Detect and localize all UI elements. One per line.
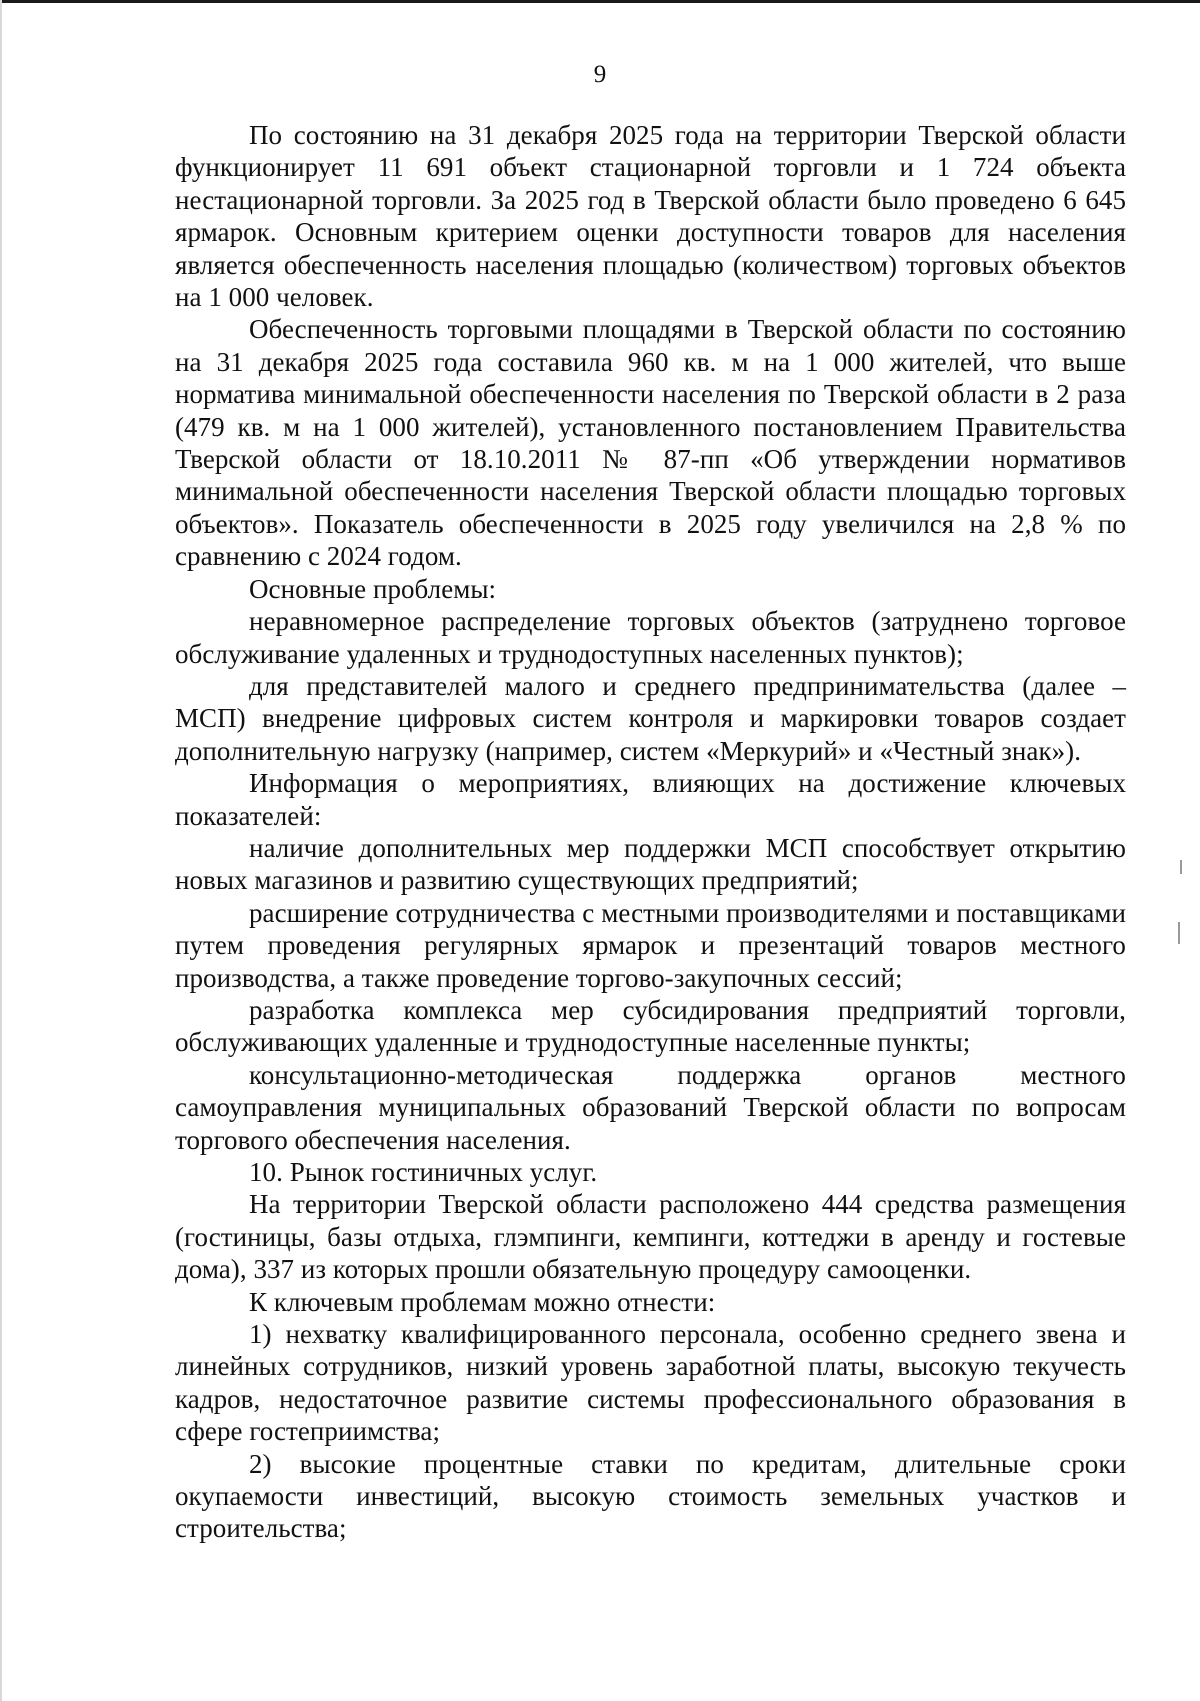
scan-artifact-mark: [1180, 860, 1182, 874]
paragraph-measures-heading: Информация о мероприятиях, влияющих на достижение ключевых показателей:: [175, 768, 1126, 831]
scan-top-edge: [0, 0, 1200, 3]
scan-artifact-mark: [1178, 922, 1180, 944]
paragraph-problem-msp-digital: для представителей малого и среднего предпринимательства (далее – МСП) внедрение цифровых систем контроля и маркировки товаров создает дополнительную нагрузку (например, систем «Меркурий» и «Честный знак»).: [175, 670, 1126, 766]
list-item-investment-costs: 2) высокие процентные ставки по кредитам, длительные сроки окупаемости инвестиций, высокую стоимость земельных участков и строительства;: [175, 1448, 1126, 1544]
paragraph-measure-subsidies: разработка комплекса мер субсидирования предприятий торговли, обслуживающих удаленные и труднодоступные населенные пункты;: [175, 994, 1126, 1058]
paragraph-accommodation-count: На территории Тверской области расположено 444 средства размещения (гостиницы, базы отдыха, глэмпинги, кемпинги, коттеджи в аренду и гостевые дома), 337 из которых прошли обязательную процедуру самооценки.: [175, 1189, 1126, 1285]
paragraph-trade-objects: По состоянию на 31 декабря 2025 года на территории Тверской области функционирует 11 691 объект стационарной торговли и 1 724 объекта нестационарной торговли. За 2025 год в Тверской области было проведено 6 645 ярмарок. Основным критерием оценки доступности товаров для населения является обеспеченность населения площадью (количеством) торговых объектов на 1 000 человек.: [175, 120, 1126, 313]
document-body: [175, 119, 1126, 1545]
page-number: 9: [593, 61, 607, 88]
section-heading-hotel-market: 10. Рынок гостиничных услуг.: [249, 1157, 598, 1187]
paragraph-measure-cooperation: расширение сотрудничества с местными производителями и поставщиками путем проведения регулярных ярмарок и презентаций товаров местного производства, а также проведение торгово-закупочных сессий;: [175, 897, 1126, 993]
paragraph-main-problems-heading: Основные проблемы:: [249, 573, 497, 604]
scan-left-edge: [0, 0, 2, 1701]
paragraph-key-problems-heading: К ключевым проблемам можно отнести:: [249, 1286, 716, 1317]
paragraph-measure-msp-support: наличие дополнительных мер поддержки МСП способствует открытию новых магазинов и развитию существующих предприятий;: [175, 832, 1126, 896]
paragraph-problem-distribution: неравномерное распределение торговых объектов (затруднено торговое обслуживание удаленных и труднодоступных населенных пунктов);: [175, 606, 1126, 669]
list-item-staff-shortage: 1) нехватку квалифицированного персонала, особенно среднего звена и линейных сотрудников, низкий уровень заработной платы, высокую текучесть кадров, недостаточное развитие системы профессионального образования в сфере гостеприимства;: [175, 1319, 1126, 1447]
paragraph-measure-consulting: консультационно-методическая поддержка органов местного самоуправления муниципальных образований Тверской области по вопросам торгового обеспечения населения.: [175, 1059, 1126, 1155]
paragraph-trade-area-provision: Обеспеченность торговыми площадями в Тверской области по состоянию на 31 декабря 2025 года составила 960 кв. м на 1 000 жителей, что выше норматива минимальной обеспеченности населения по Тверской области в 2 раза (479 кв. м на 1 000 жителей), установленного постановлением Правительства Тверской области от 18.10.2011 № 87-пп «Об утверждении нормативов минимальной обеспеченности населения Тверской области площадью торговых объектов». Показатель обеспеченности в 2025 году увеличился на 2,8 % по сравнению с 2024 годом.: [175, 314, 1126, 572]
